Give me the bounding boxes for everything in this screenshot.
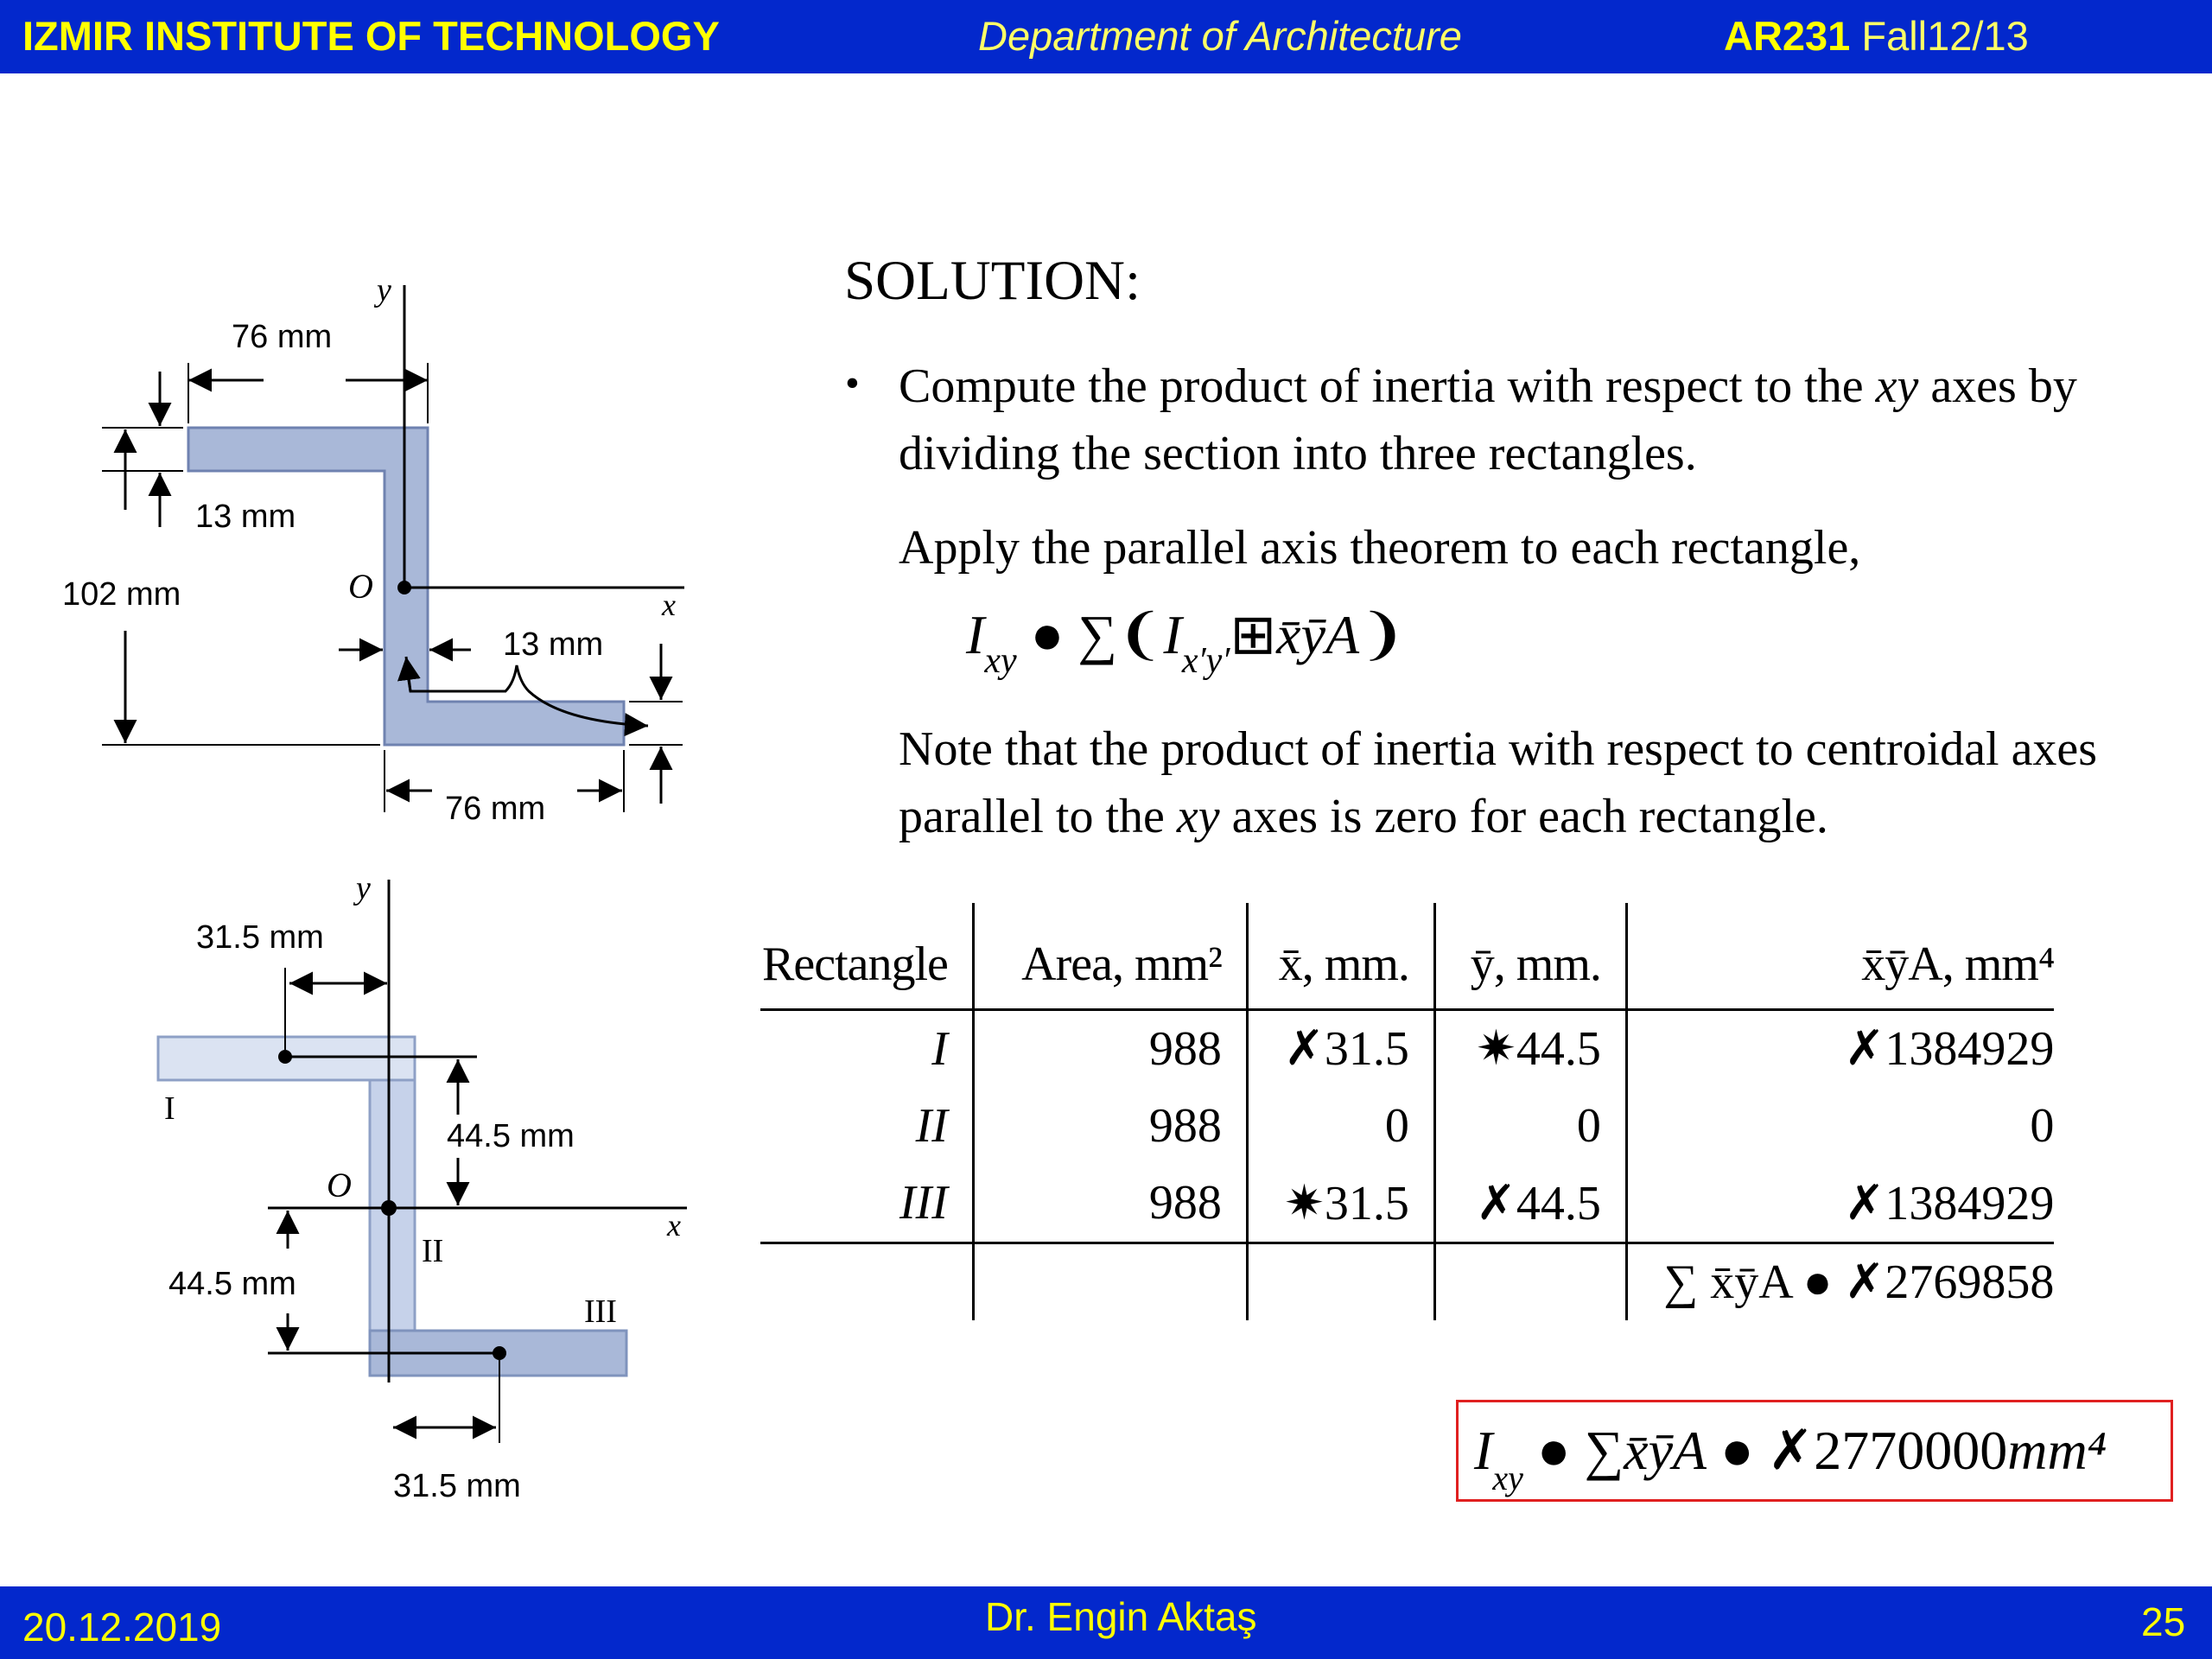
dim-bottom-width: 76 mm <box>445 791 546 827</box>
axis-label-y-bottom: y <box>356 870 371 906</box>
empty-cell <box>973 1243 1247 1320</box>
formula-eq: ● <box>1030 604 1065 665</box>
step1-xy: xy <box>1875 359 1919 413</box>
cell-ybar: 0 <box>1434 1087 1626 1165</box>
solution-title: SOLUTION: <box>844 250 1141 312</box>
solution-step-2: Apply the parallel axis theorem to each rectangle, <box>899 521 1861 575</box>
note-text-b: axes is zero for each rectangle. <box>1219 790 1828 843</box>
origin-label-bottom: O <box>327 1166 352 1205</box>
answer-sigma: ∑ <box>1584 1420 1624 1481</box>
bullet-point: • <box>845 360 860 406</box>
axis-label-x-bottom: x <box>667 1208 681 1243</box>
cell-area: 988 <box>973 1009 1247 1087</box>
cell-xyA: ✗1384929 <box>1626 1009 2054 1087</box>
origin-label-top: O <box>348 567 373 606</box>
formula-A: A <box>1325 604 1360 665</box>
table-row <box>760 1009 2054 1087</box>
cell-area: 988 <box>973 1087 1247 1165</box>
cell-rectangle: II <box>915 1099 948 1153</box>
axis-label-y-top: y <box>377 272 391 308</box>
note-text-a: Note that the product of inertia with respect to centroidal axes parallel to the <box>899 722 2098 843</box>
col-header-area: Area, mm² <box>973 903 1247 1009</box>
answer-unit: mm⁴ <box>2007 1420 2107 1481</box>
cell-xbar: ✷31.5 <box>1247 1165 1434 1243</box>
empty-cell <box>760 1243 973 1320</box>
step1-text-b: axes by dividing the section into three rectangles. <box>899 359 2077 480</box>
dim-x-centroid-III: 31.5 mm <box>393 1468 521 1504</box>
formula-lhs-sub: xy <box>984 641 1017 681</box>
formula-term: I <box>1163 604 1182 665</box>
label-rectangle-II: II <box>422 1233 444 1269</box>
col-header-xyA: x̄ȳA, mm⁴ <box>1626 903 2054 1009</box>
figure-top <box>62 272 684 827</box>
footer-author: Dr. Engin Aktaş <box>985 1594 1257 1639</box>
empty-cell <box>1434 1243 1626 1320</box>
table-header-row <box>760 903 2054 1009</box>
footer-banner <box>0 1586 2212 1659</box>
note-xy: xy <box>1176 790 1220 843</box>
origin-point-bottom <box>381 1200 397 1216</box>
department-name: Department of Architecture <box>978 13 1462 59</box>
dim-y-centroid-III: 44.5 mm <box>168 1266 296 1302</box>
solution-step-1 <box>899 353 2195 487</box>
col-header-xbar: x̄, mm. <box>1247 903 1434 1009</box>
course-term: Fall12/13 <box>1861 13 2029 59</box>
footer-date: 20.12.2019 <box>22 1605 222 1649</box>
answer-eq1: ● <box>1536 1420 1571 1481</box>
cell-xbar: ✗31.5 <box>1247 1009 1434 1087</box>
origin-point-top <box>397 581 411 594</box>
table-sum-row <box>760 1243 2054 1320</box>
axis-label-x-top: x <box>662 588 676 622</box>
col-header-ybar: ȳ, mm. <box>1434 903 1626 1009</box>
cell-ybar: ✷44.5 <box>1434 1009 1626 1087</box>
course-code: AR231 <box>1724 13 1851 59</box>
cell-ybar: ✗44.5 <box>1434 1165 1626 1243</box>
formula-open: ❨ <box>1116 604 1164 665</box>
empty-cell <box>1247 1243 1434 1320</box>
dim-top-width: 76 mm <box>232 319 333 355</box>
table-row <box>760 1087 2054 1165</box>
cell-rectangle: III <box>899 1176 948 1230</box>
answer-xybar: x̄ȳ <box>1624 1420 1673 1481</box>
answer-lhs-sub: xy <box>1492 1459 1523 1497</box>
answer-A: A <box>1672 1420 1707 1481</box>
institution-name: IZMIR INSTITUTE OF TECHNOLOGY <box>22 13 720 59</box>
label-rectangle-I: I <box>164 1090 175 1127</box>
formula-lhs: I <box>966 604 985 665</box>
label-rectangle-III: III <box>584 1294 617 1330</box>
dim-web-thickness: 13 mm <box>503 626 604 663</box>
cell-xyA: 0 <box>1626 1087 2054 1165</box>
cell-rectangle: I <box>931 1021 948 1076</box>
step1-text-a: Compute the product of inertia with respect to the <box>899 359 1876 413</box>
formula-term-sub: x′y′ <box>1181 641 1230 681</box>
figure-bottom <box>158 870 687 1504</box>
solution-note <box>899 715 2195 850</box>
formula-plus: ⊞ <box>1230 604 1277 665</box>
dim-y-centroid-I: 44.5 mm <box>447 1118 575 1154</box>
formula-close: ❩ <box>1359 604 1406 665</box>
dim-x-centroid-I: 31.5 mm <box>196 919 324 956</box>
final-answer-box <box>1456 1400 2173 1502</box>
cell-xyA: ✗1384929 <box>1626 1165 2054 1243</box>
answer-lhs: I <box>1474 1420 1493 1481</box>
formula-sigma: ∑ <box>1077 604 1117 665</box>
cell-xbar: 0 <box>1247 1087 1434 1165</box>
cell-sum: ∑ x̄ȳA ● ✗2769858 <box>1626 1243 2054 1320</box>
parallel-axis-formula <box>966 596 1406 700</box>
answer-eq2: ● <box>1720 1420 1754 1481</box>
answer-value: ✗2770000 <box>1767 1420 2008 1481</box>
formula-xybar: x̄ȳ <box>1276 604 1325 665</box>
dim-height: 102 mm <box>62 576 181 613</box>
cell-area: 988 <box>973 1165 1247 1243</box>
page-number: 25 <box>2141 1599 2186 1644</box>
table-row <box>760 1165 2054 1243</box>
dim-flange-thickness: 13 mm <box>195 499 296 535</box>
col-header-rectangle: Rectangle <box>762 937 948 991</box>
rectangles-table <box>760 903 2054 1320</box>
